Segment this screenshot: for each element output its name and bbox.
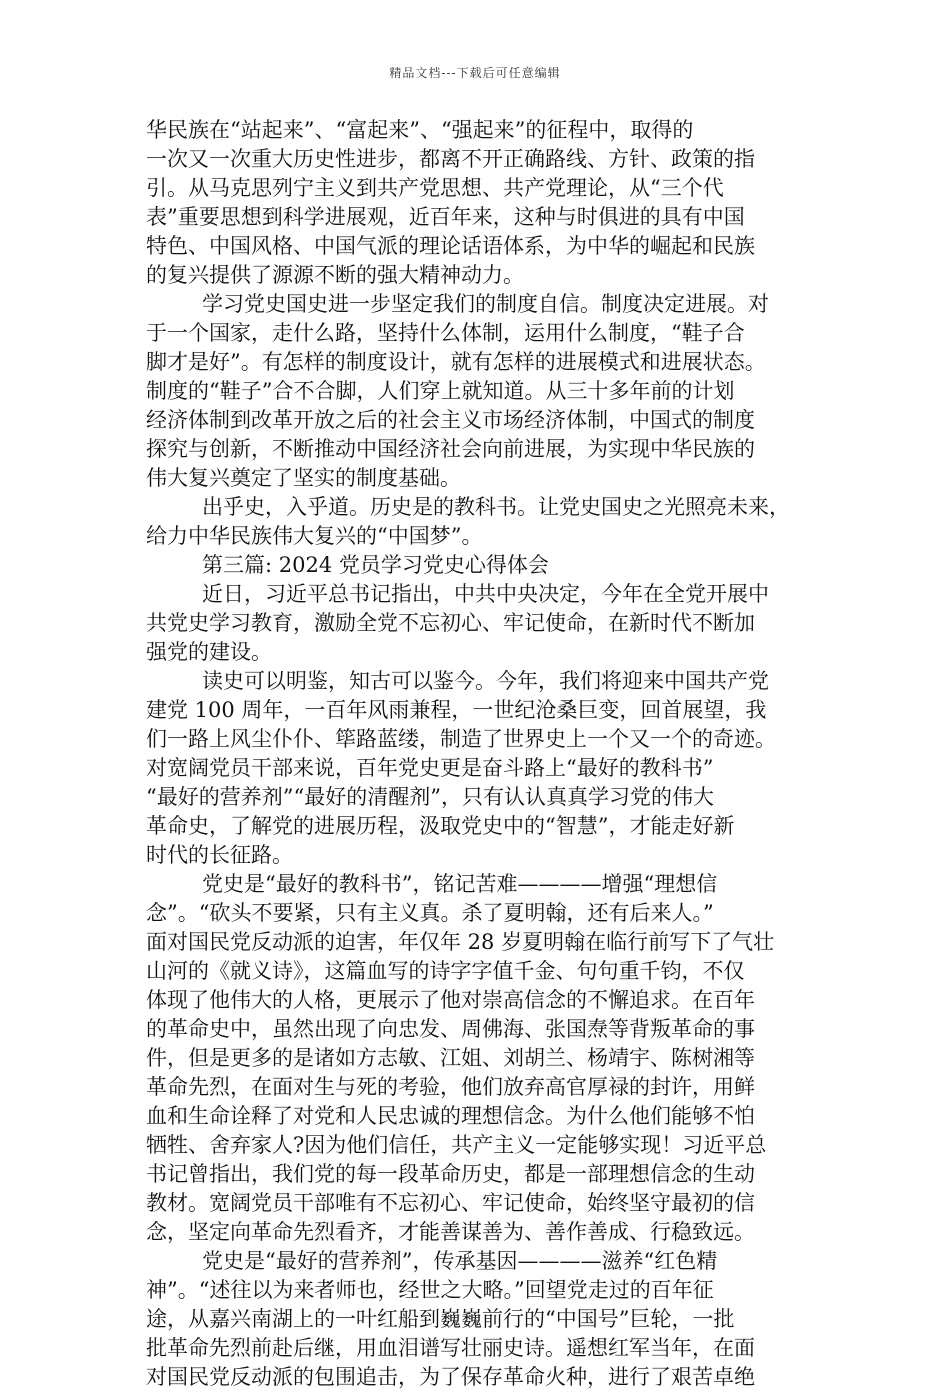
text-line: 体现了他伟大的人格，更展示了他对崇高信念的不懈追求。在百年 — [146, 988, 755, 1012]
text-line: 建党 100 周年，一百年风雨兼程，一世纪沧桑巨变，回首展望，我 — [146, 698, 767, 722]
text-line: 第三篇: 2024 党员学习党史心得体会 — [202, 553, 549, 577]
text-line: 批革命先烈前赴后继，用血泪谱写壮丽史诗。遥想红军当年，在面 — [146, 1336, 755, 1360]
text-line: 教材。宽阔党员干部唯有不忘初心、牢记使命，始终坚守最初的信 — [146, 1191, 755, 1215]
text-line: 读史可以明鉴，知古可以鉴今。今年，我们将迎来中国共产党 — [202, 669, 769, 693]
text-line: 华民族在“站起来”、“富起来”、“强起来”的征程中，取得的 — [146, 118, 694, 142]
text-line: 经济体制到改革开放之后的社会主义市场经济体制，中国式的制度 — [146, 408, 755, 432]
text-line: 神”。“述往以为来者师也，经世之大略。”回望党走过的百年征 — [146, 1278, 714, 1302]
text-line: 山河的《就义诗》，这篇血写的诗字字值千金、句句重千钧，不仅 — [146, 959, 745, 983]
text-line: 党史是“最好的营养剂”，传承基因————滋养“红色精 — [202, 1249, 718, 1273]
text-line: 的复兴提供了源源不断的强大精神动力。 — [146, 263, 524, 287]
text-line: 党史是“最好的教科书”，铭记苦难————增强“理想信 — [202, 872, 718, 896]
text-line: 给力中华民族伟大复兴的“中国梦”。 — [146, 524, 483, 548]
text-line: 书记曾指出，我们党的每一段革命历史，都是一部理想信念的生动 — [146, 1162, 755, 1186]
text-line: 们一路上风尘仆仆、筚路蓝缕，制造了世界史上一个又一个的奇迹。 — [146, 727, 776, 751]
text-line: 探究与创新，不断推动中国经济社会向前进展，为实现中华民族的 — [146, 437, 755, 461]
text-line: 血和生命诠释了对党和人民忠诚的理想信念。为什么他们能够不怕 — [146, 1104, 755, 1128]
text-line: 强党的建设。 — [146, 640, 272, 664]
text-line: 念”。“砍头不要紧，只有主义真。杀了夏明翰，还有后来人。” — [146, 901, 714, 925]
text-line: 对国民党反动派的包围追击，为了保存革命火种，进行了艰苦卓绝 — [146, 1365, 755, 1389]
page-header: 精品文档---下载后可任意编辑 — [389, 66, 561, 80]
text-line: 特色、中国风格、中国气派的理论话语体系，为中华的崛起和民族 — [146, 234, 755, 258]
text-line: 伟大复兴奠定了坚实的制度基础。 — [146, 466, 461, 490]
text-line: 革命史，了解党的进展历程，汲取党史中的“智慧”，才能走好新 — [146, 814, 735, 838]
text-line: 表”重要思想到科学进展观，近百年来，这种与时俱进的具有中国 — [146, 205, 745, 229]
text-line: 对宽阔党员干部来说，百年党史更是奋斗路上“最好的教科书” — [146, 756, 714, 780]
text-line: 件，但是更多的是诸如方志敏、江姐、刘胡兰、杨靖宇、陈树湘等 — [146, 1046, 755, 1070]
text-line: 出乎史，入乎道。历史是的教科书。让党史国史之光照亮未来， — [202, 495, 790, 519]
text-line: 面对国民党反动派的迫害，年仅年 28 岁夏明翰在临行前写下了气壮 — [146, 930, 775, 954]
text-line: 途，从嘉兴南湖上的一叶红船到巍巍前行的“中国号”巨轮，一批 — [146, 1307, 735, 1331]
text-line: 共党史学习教育，激励全党不忘初心、牢记使命，在新时代不断加 — [146, 611, 755, 635]
document-body — [146, 116, 810, 1392]
text-line: 革命先烈，在面对生与死的考验，他们放弃高官厚禄的封许，用鲜 — [146, 1075, 755, 1099]
text-line: 时代的长征路。 — [146, 843, 293, 867]
text-line: 的革命史中，虽然出现了向忠发、周佛海、张国焘等背叛革命的事 — [146, 1017, 755, 1041]
text-line: 学习党史国史进一步坚定我们的制度自信。制度决定进展。对 — [202, 292, 769, 316]
text-line: 念，坚定向革命先烈看齐，才能善谋善为、善作善成、行稳致远。 — [146, 1220, 755, 1244]
text-line: 近日，习近平总书记指出，中共中央决定，今年在全党开展中 — [202, 582, 769, 606]
text-line: 脚才是好”。有怎样的制度设计，就有怎样的进展模式和进展状态。 — [146, 350, 766, 374]
text-line: 一次又一次重大历史性进步，都离不开正确路线、方针、政策的指 — [146, 147, 755, 171]
text-line: “最好的营养剂”“最好的清醒剂”，只有认认真真学习党的伟大 — [146, 785, 714, 809]
text-line: 于一个国家，走什么路，坚持什么体制，运用什么制度，“鞋子合 — [146, 321, 745, 345]
text-line: 牺牲、舍弃家人?因为他们信任，共产主义一定能够实现！习近平总 — [146, 1133, 767, 1157]
text-line: 引。从马克思列宁主义到共产党思想、共产党理论，从“三个代 — [146, 176, 724, 200]
text-line: 制度的“鞋子”合不合脚，人们穿上就知道。从三十多年前的计划 — [146, 379, 735, 403]
